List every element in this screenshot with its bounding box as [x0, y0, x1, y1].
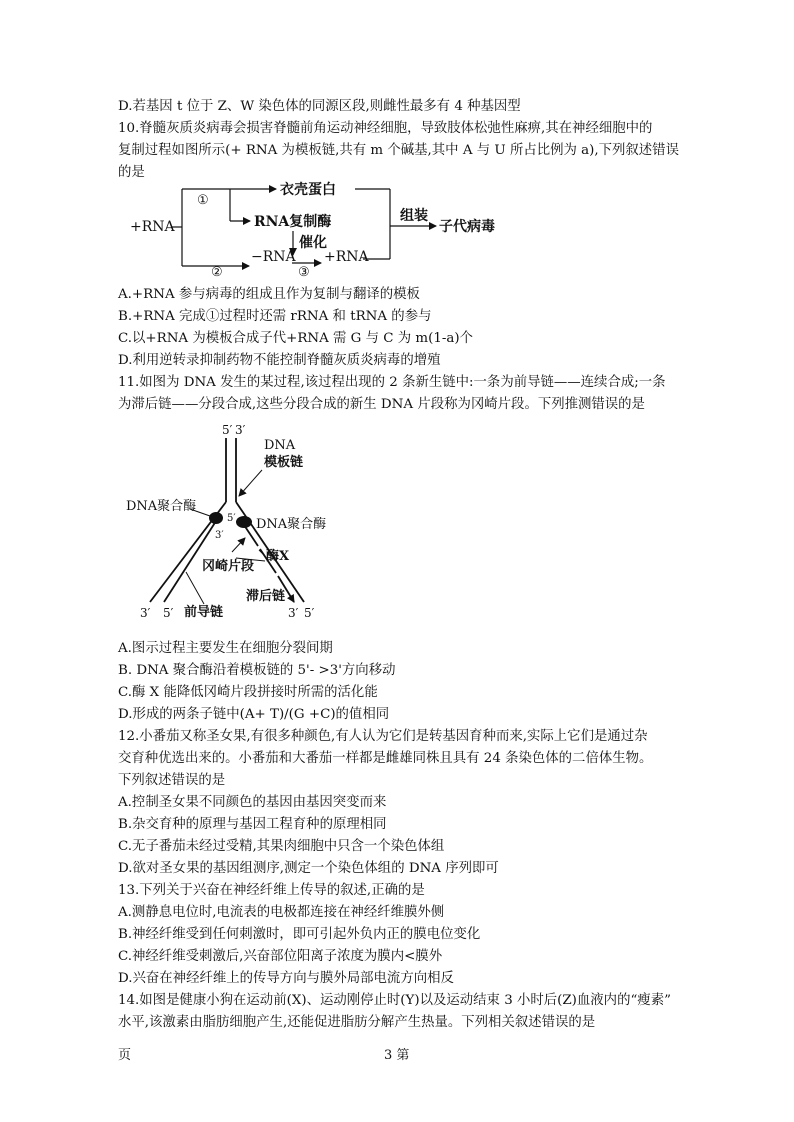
capsid-protein-label: 衣壳蛋白 — [280, 182, 336, 198]
dna-polymerase-left-label: DNA聚合酶 — [126, 499, 197, 514]
mid-5-prime-label: 5′ — [227, 513, 236, 524]
question-13-stem: 13.下列关于兴奋在神经纤维上传导的叙述,正确的是 — [118, 883, 425, 898]
text-line: D.若基因 t 位于 Z、W 染色体的同源区段,则雌性最多有 4 种基因型 — [118, 99, 521, 114]
question-14-stem: 14.如图是健康小狗在运动前(X)、运动刚停止时(Y)以及运动结束 3 小时后(Z)血液内的“瘦素” — [118, 993, 671, 1008]
footer-page-left: 页 — [118, 1048, 132, 1063]
okazaki-fragment-label: 冈崎片段 — [202, 559, 255, 574]
option-d: D.兴奋在神经纤维上的传导方向与膜外局部电流方向相反 — [118, 971, 454, 986]
bottom-left-3-prime-label: 3′ — [140, 606, 151, 620]
mid-3-prime-label: 3′ — [215, 530, 224, 541]
option-d: D.欲对圣女果的基因组测序,测定一个染色体组的 DNA 序列即可 — [118, 861, 499, 876]
footer-page-number: 3 第 — [384, 1048, 410, 1063]
top-3-prime-label: 3′ — [235, 423, 246, 437]
dna-polymerase-right-icon — [236, 516, 252, 528]
option-a: A.图示过程主要发生在细胞分裂间期 — [118, 641, 333, 656]
rna-replication-diagram — [118, 180, 518, 280]
option-c: C.神经纤维受刺激后,兴奋部位阳离子浓度为膜内<膜外 — [118, 949, 443, 964]
option-b: B.神经纤维受到任何刺激时，即可引起外负内正的膜电位变化 — [118, 927, 481, 942]
option-a: A.+RNA 参与病毒的组成且作为复制与翻译的模板 — [118, 287, 420, 302]
step-1-marker: ① — [197, 193, 209, 208]
minus-rna-label: −RNA — [251, 249, 296, 265]
option-c: C.无子番茄未经过受精,其果肉细胞中只含一个染色体组 — [118, 839, 445, 854]
option-a: A.控制圣女果不同颜色的基因由基因突变而来 — [118, 795, 387, 810]
text-line: 的是 — [118, 165, 145, 180]
bottom-left-5-prime-label: 5′ — [163, 606, 174, 620]
dna-polymerase-right-label: DNA聚合酶 — [256, 517, 327, 532]
text-line: 下列叙述错误的是 — [118, 773, 226, 788]
plus-rna-product-label: +RNA — [324, 249, 369, 265]
text-line: 交育种优选出来的。小番茄和大番茄一样都是雌雄同株且具有 24 条染色体的二倍体生物。 — [118, 751, 653, 766]
catalysis-label: 催化 — [299, 235, 327, 251]
leading-strand-label: 前导链 — [184, 605, 224, 620]
enzyme-x-label: 酶X — [266, 549, 290, 564]
assembly-label: 组装 — [400, 208, 428, 224]
progeny-virus-label: 子代病毒 — [439, 219, 495, 235]
plus-rna-label: +RNA — [130, 219, 175, 235]
option-b: B.杂交育种的原理与基因工程育种的原理相同 — [118, 817, 387, 832]
option-b: B. DNA 聚合酶沿着模板链的 5'- >3'方向移动 — [118, 663, 396, 678]
lagging-strand-label: 滞后链 — [246, 589, 286, 604]
option-a: A.测静息电位时,电流表的电极都连接在神经纤维膜外侧 — [118, 905, 445, 920]
bottom-right-5-prime-label: 5′ — [304, 606, 315, 620]
question-11-stem: 11.如图为 DNA 发生的某过程,该过程出现的 2 条新生链中:一条为前导链——连续合成;一条 — [118, 375, 666, 390]
text-line: 为滞后链——分段合成,这些分段合成的新生 DNA 片段称为冈崎片段。下列推测错误的是 — [118, 397, 645, 412]
dna-replication-fork-diagram — [118, 418, 358, 630]
text-line: 水平,该激素由脂肪细胞产生,还能促进脂肪分解产生热量。下列相关叙述错误的是 — [118, 1015, 596, 1030]
option-c: C.酶 X 能降低冈崎片段拼接时所需的活化能 — [118, 685, 378, 700]
bottom-right-3-prime-label: 3′ — [288, 606, 299, 620]
question-12-stem: 12.小番茄又称圣女果,有很多种颜色,有人认为它们是转基因育种而来,实际上它们是通过杂 — [118, 729, 648, 744]
dna-label: DNA — [264, 438, 296, 453]
option-d: D.形成的两条子链中(A+ T)/(G +C)的值相同 — [118, 707, 390, 722]
option-c: C.以+RNA 为模板合成子代+RNA 需 G 与 C 为 m(1-a)个 — [118, 331, 474, 346]
dna-polymerase-left-icon — [209, 512, 223, 524]
step-3-marker: ③ — [298, 265, 310, 280]
top-5-prime-label: 5′ — [222, 423, 233, 437]
option-b: B.+RNA 完成①过程时还需 rRNA 和 tRNA 的参与 — [118, 309, 432, 324]
template-strand-label: 模板链 — [264, 455, 304, 470]
option-d: D.利用逆转录抑制药物不能控制脊髓灰质炎病毒的增殖 — [118, 353, 441, 368]
text-line: 复制过程如图所示(+ RNA 为模板链,共有 m 个碱基,其中 A 与 U 所占比例为 a),下列叙述错误 — [118, 143, 679, 158]
rna-replicase-label: RNA复制酶 — [254, 214, 332, 230]
step-2-marker: ② — [211, 265, 223, 280]
question-10-stem: 10.脊髓灰质炎病毒会损害脊髓前角运动神经细胞，导致肢体松弛性麻痹,其在神经细胞中的 — [118, 121, 653, 136]
